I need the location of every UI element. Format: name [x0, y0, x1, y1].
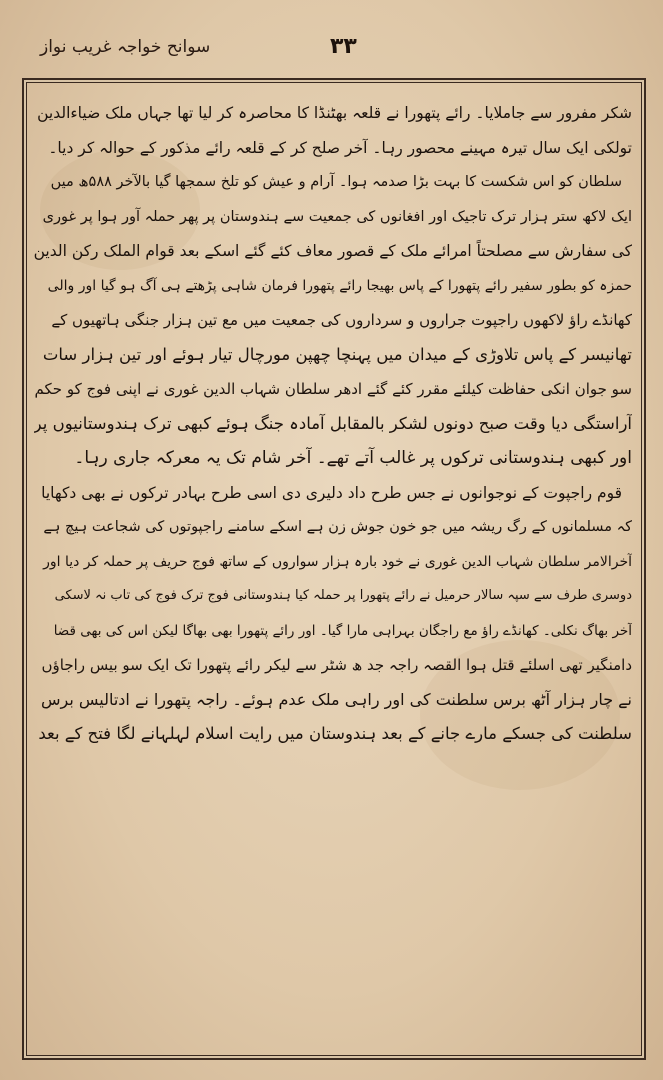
text-line: دوسری طرف سے سپہ سالار حرمیل نے رائے پتھورا پر حملہ کیا ہندوستانی فوج ترک فوج کی تاب نہ لاسکی [54, 588, 632, 603]
body-text [34, 96, 632, 1046]
text-line: آخر بھاگ نکلی۔ کھانڈے راؤ مع راجگان بہراہی مارا گیا۔ اور رائے پتھورا بھی بھاگا لیکن اس کی بھی قضا [53, 622, 632, 639]
text-line: تھانیسر کے پاس تلاوڑی کے میدان میں پہنچا چھپن مورچال تیار ہوئے اور تین ہزار سات [42, 344, 632, 364]
text-line: تولکی ایک سال تیرہ مہینے محصور رہا۔ آخر صلح کر کے قلعہ رائے مذکور کے حوالہ کر دیا۔ [48, 138, 632, 157]
text-line: آخرالامر سلطان شہاب الدین غوری نے خود بارہ ہزار سواروں کے ساتھ فوج حریف پر حملہ کر دیا اور [43, 553, 632, 570]
text-line: شکر مفرور سے جاملایا۔ رائے پتھورا نے قلعہ بھٹنڈا کا محاصرہ کر لیا تھا جہاں ملک ضیاءالدین [37, 104, 632, 122]
text-line: کھانڈے راؤ لاکھوں راجپوت جراروں و سرداروں کی جمعیت میں مع تین ہزار جنگی ہاتھیوں کے [51, 311, 632, 329]
text-line: ایک لاکھ ستر ہزار ترک تاجیک اور افغانوں کی جمعیت سے ہندوستان پر پھر حملہ آور ہوا پر غوری [42, 208, 632, 225]
page-number: ۳۳ [330, 34, 357, 59]
text-line: حمزہ کو بطور سفیر رائے پتھورا کے پاس بھیجا رائے پتھورا فرمان شاہی پڑھتے ہی آگ ہو گیا اور والی [47, 277, 632, 294]
text-line: قوم راجپوت کے نوجوانوں نے جس طرح داد دلیری دی اسی طرح بہادر ترکوں نے بھی دکھایا [41, 483, 622, 502]
text-line: آراستگی دیا وقت صبح دونوں لشکر بالمقابل آمادہ جنگ ہوئے کبھی ترک ہندوستانیوں پر [34, 413, 632, 433]
text-line: کہ مسلمانوں کے رگ ریشہ میں جو خون جوش زن ہے اسکے سامنے راجپوتوں کی شجاعت ہیچ ہے [43, 519, 632, 535]
text-line: سلطان کو اس شکست کا بہت بڑا صدمہ ہوا۔ آرام و عیش کو تلخ سمجھا گیا بالآخر ۵۸۸ھ میں [50, 174, 622, 190]
text-line: سلطنت کی جسکے مارے جانے کے بعد ہندوستان میں رایت اسلام لہلہانے لگا فتح کے بعد [38, 724, 632, 743]
text-line: دامنگیر تھی اسلئے قتل ہوا القصہ راجہ جد ھ شٹر سے لیکر رائے پتھورا تک ایک سو بیس راجاؤں [41, 656, 632, 674]
text-line: کی سفارش سے مصلحتاً امرائے ملک کے قصور معاف کئے گئے اسکے بعد قوام الملک رکن الدین [34, 242, 632, 260]
text-line: نے چار ہزار آٹھ برس سلطنت کی اور راہی ملک عدم ہوئے۔ راجہ پتھورا نے ادتالیس برس [40, 689, 632, 709]
page-header [40, 30, 623, 70]
text-line: سو جوان انکی حفاظت کیلئے مقرر کئے گئے ادھر سلطان شہاب الدین غوری نے اپنی فوج کو حکم [34, 380, 632, 398]
running-title: سوانح خواجہ غریب نواز [40, 37, 211, 57]
text-line: اور کبھی ہندوستانی ترکوں پر غالب آتے تھے۔ آخر شام تک یہ معرکہ جاری رہا۔ [74, 448, 632, 468]
